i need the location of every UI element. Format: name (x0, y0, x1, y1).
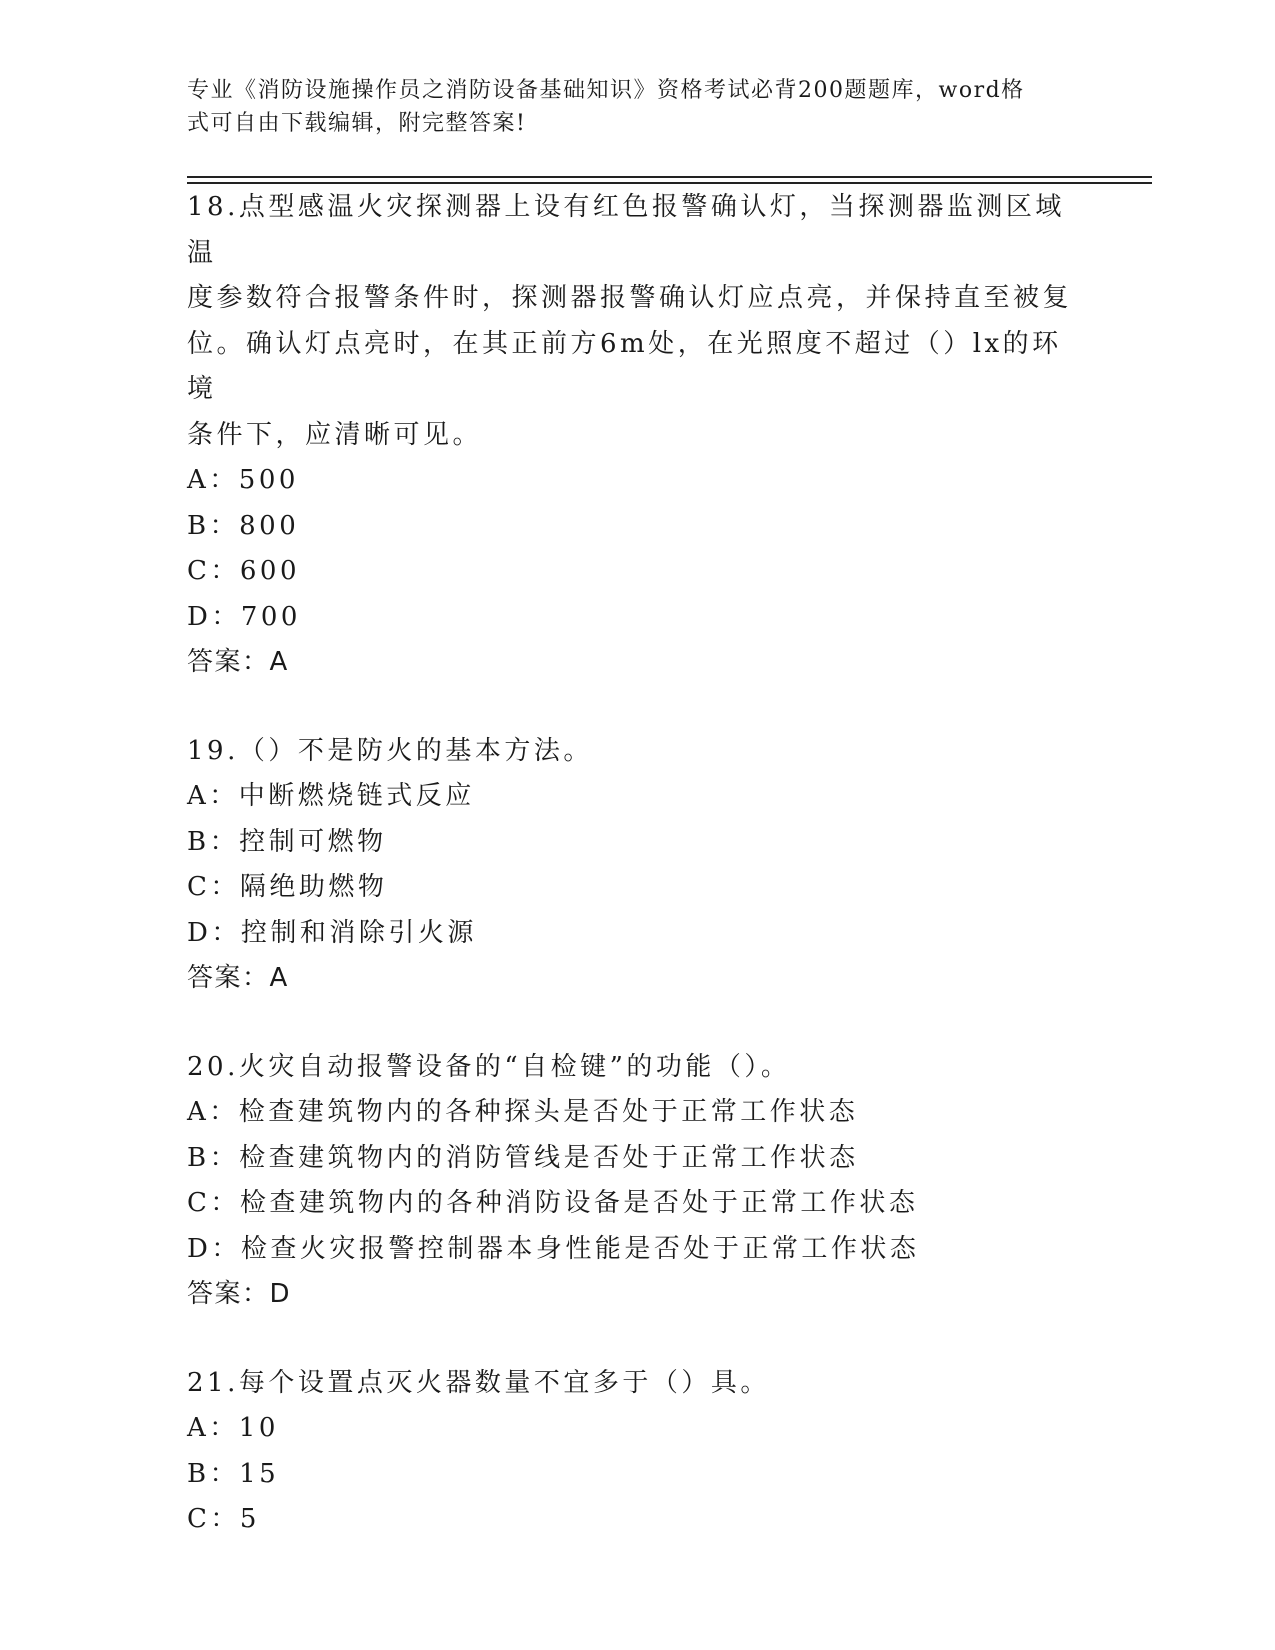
option-b: B：控制可燃物 (187, 826, 387, 857)
option-b: B：检查建筑物内的消防管线是否处于正常工作状态 (187, 1142, 859, 1173)
header-divider-top (187, 176, 1152, 178)
option-a: A：检查建筑物内的各种探头是否处于正常工作状态 (187, 1097, 859, 1127)
question-stem-line: 位。确认灯点亮时，在其正前方6m处，在光照度不超过（）lx的环境 (187, 328, 1062, 404)
question-stem-line: 19.（）不是防火的基本方法。 (187, 735, 593, 766)
option-c: C：隔绝助燃物 (187, 872, 388, 902)
question-stem-line: 条件下，应清晰可见。 (187, 419, 483, 450)
question-19 (187, 729, 1087, 1002)
answer-label: 答案：A (187, 647, 289, 677)
option-c: C：5 (187, 1504, 260, 1534)
header-divider-bottom (187, 182, 1152, 184)
question-18 (187, 185, 1087, 686)
question-stem-line: 20.火灾自动报警设备的“自检键”的功能（）。 (187, 1051, 791, 1082)
question-stem-line: 21.每个设置点灭火器数量不宜多于（）具。 (187, 1367, 770, 1398)
question-list (187, 185, 1087, 1586)
answer-label: 答案：D (187, 1279, 292, 1309)
answer-label: 答案：A (187, 963, 289, 993)
option-a: A：500 (187, 465, 299, 495)
option-d: D：控制和消除引火源 (187, 917, 477, 948)
option-c: C：检查建筑物内的各种消防设备是否处于正常工作状态 (187, 1188, 919, 1218)
question-stem-line: 18.点型感温火灾探测器上设有红色报警确认灯，当探测器监测区域温 (187, 192, 1065, 268)
question-stem-line: 度参数符合报警条件时，探测器报警确认灯应点亮，并保持直至被复 (187, 283, 1073, 313)
option-d: D：检查火灾报警控制器本身性能是否处于正常工作状态 (187, 1233, 920, 1264)
question-20 (187, 1045, 1087, 1318)
option-a: A：中断燃烧链式反应 (187, 781, 475, 811)
header-line-1: 专业《消防设施操作员之消防设备基础知识》资格考试必背200题题库，word格 (187, 78, 1025, 103)
option-c: C：600 (187, 556, 301, 586)
option-b: B：15 (187, 1458, 280, 1489)
option-a: A：10 (187, 1413, 279, 1443)
document-header (187, 74, 1087, 140)
header-line-2: 式可自由下载编辑，附完整答案! (187, 111, 527, 136)
option-d: D：700 (187, 601, 301, 632)
option-b: B：800 (187, 510, 300, 541)
question-21 (187, 1361, 1087, 1543)
